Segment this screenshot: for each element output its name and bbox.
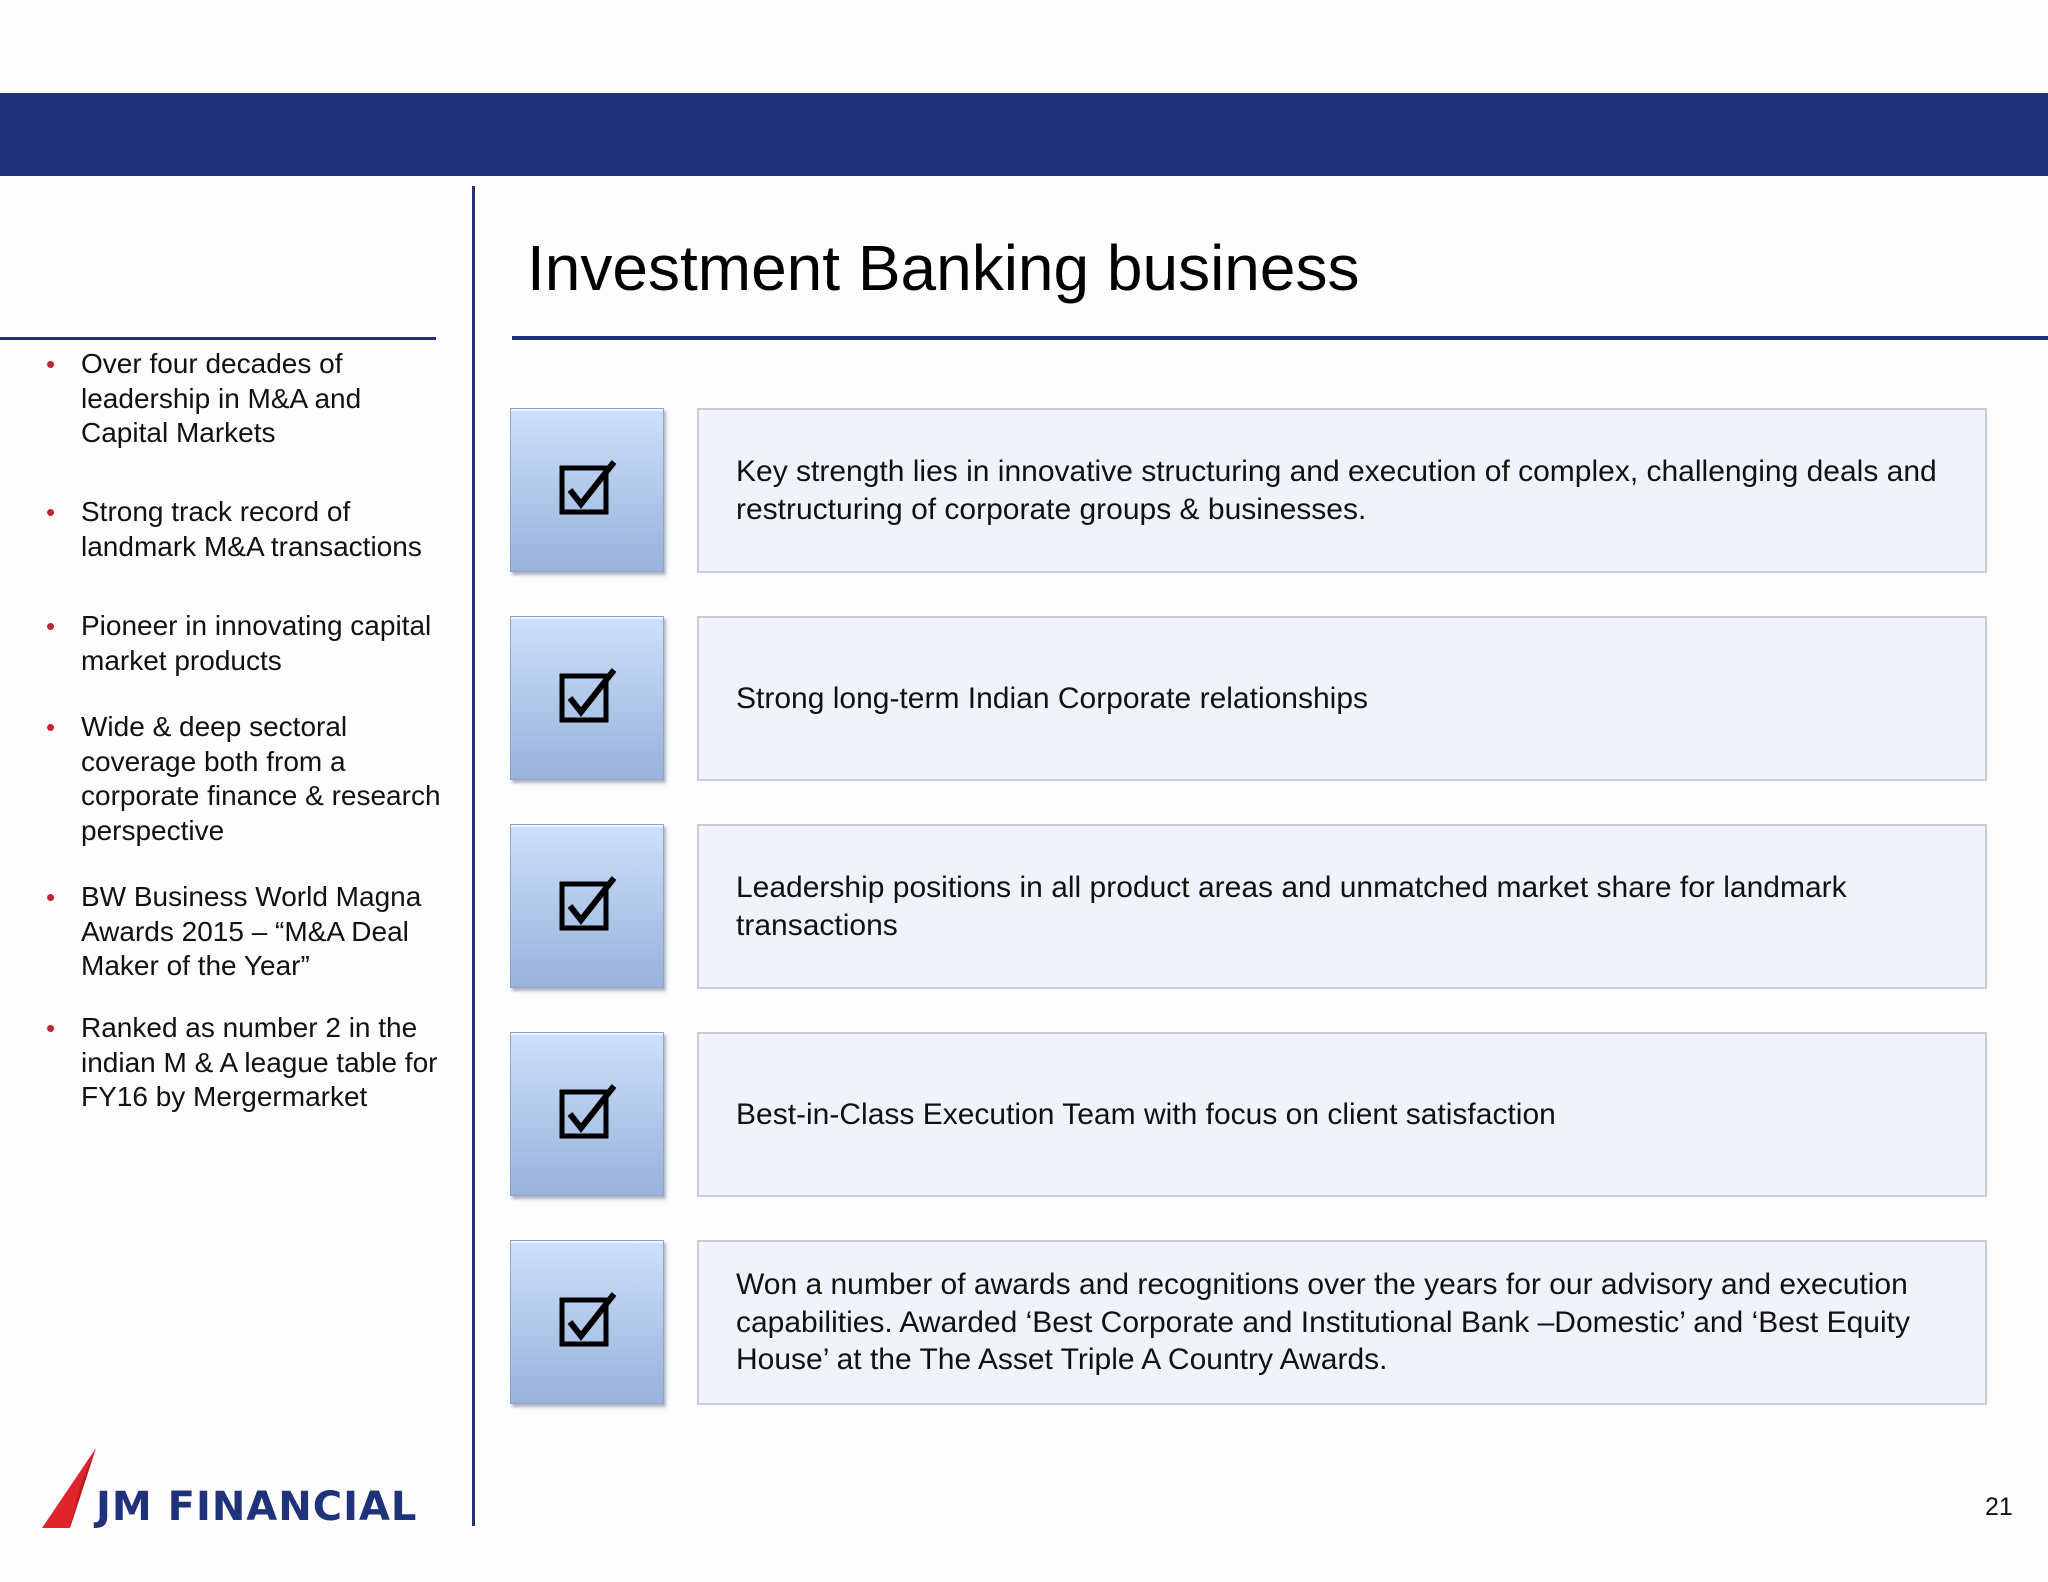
highlight-text: Leadership positions in all product areas and unmatched market share for landmark transactions — [736, 871, 1847, 942]
list-item — [46, 495, 446, 564]
list-item — [46, 347, 446, 451]
bullet-marker: • — [46, 712, 56, 742]
checkmark-icon — [557, 460, 617, 520]
logo-text: JM FINANCIAL — [96, 1484, 418, 1530]
highlight-text: Best-in-Class Execution Team with focus on client satisfaction — [736, 1097, 1556, 1131]
highlight-box — [697, 824, 1987, 989]
highlight-text: Strong long-term Indian Corporate relationships — [736, 681, 1369, 715]
vertical-divider — [472, 186, 475, 1526]
list-item-text: Over four decades of leadership in M&A and Capital Markets — [81, 348, 362, 448]
key-points-list — [0, 0, 460, 1200]
company-logo — [40, 1448, 418, 1530]
bullet-marker: • — [46, 611, 56, 641]
bullet-marker: • — [46, 497, 56, 527]
highlight-text: Key strength lies in innovative structuring and execution of complex, challenging deals and restructuring of corporate groups & businesses. — [736, 455, 1937, 526]
highlight-box — [697, 1240, 1987, 1405]
page-title: Investment Banking business — [527, 232, 1360, 304]
page-number: 21 — [1985, 1493, 2013, 1521]
list-item — [46, 609, 446, 678]
bullet-marker: • — [46, 349, 56, 379]
checkmark-icon — [557, 876, 617, 936]
highlight-box — [697, 408, 1987, 573]
sail-icon — [40, 1448, 100, 1530]
checkbox-checked-icon — [510, 1240, 664, 1404]
checkbox-checked-icon — [510, 616, 664, 780]
checkbox-checked-icon — [510, 408, 664, 572]
list-item-text: Wide & deep sectoral coverage both from a corporate finance & research perspective — [81, 711, 441, 846]
title-underline — [512, 336, 2048, 340]
highlight-box — [697, 1032, 1987, 1197]
checkmark-icon — [557, 1292, 617, 1352]
list-item-text: BW Business World Magna Awards 2015 – “M&A Deal Maker of the Year” — [81, 881, 422, 981]
checkmark-icon — [557, 668, 617, 728]
bullet-marker: • — [46, 882, 56, 912]
list-item-text: Ranked as number 2 in the indian M & A league table for FY16 by Mergermarket — [81, 1012, 438, 1112]
list-item-text: Strong track record of landmark M&A transactions — [81, 496, 422, 562]
checkbox-checked-icon — [510, 1032, 664, 1196]
checkmark-icon — [557, 1084, 617, 1144]
highlight-box — [697, 616, 1987, 781]
checkbox-checked-icon — [510, 824, 664, 988]
list-item — [46, 1011, 446, 1115]
highlight-text: Won a number of awards and recognitions over the years for our advisory and execution capabilities. Awarded ‘Best Corporate and Institutional Bank –Domestic’ and ‘Best Equity House’ at the The Asset Triple A Country Awards. — [736, 1268, 1910, 1377]
list-item — [46, 710, 446, 848]
list-item — [46, 880, 446, 984]
list-item-text: Pioneer in innovating capital market products — [81, 610, 432, 676]
bullet-marker: • — [46, 1013, 56, 1043]
